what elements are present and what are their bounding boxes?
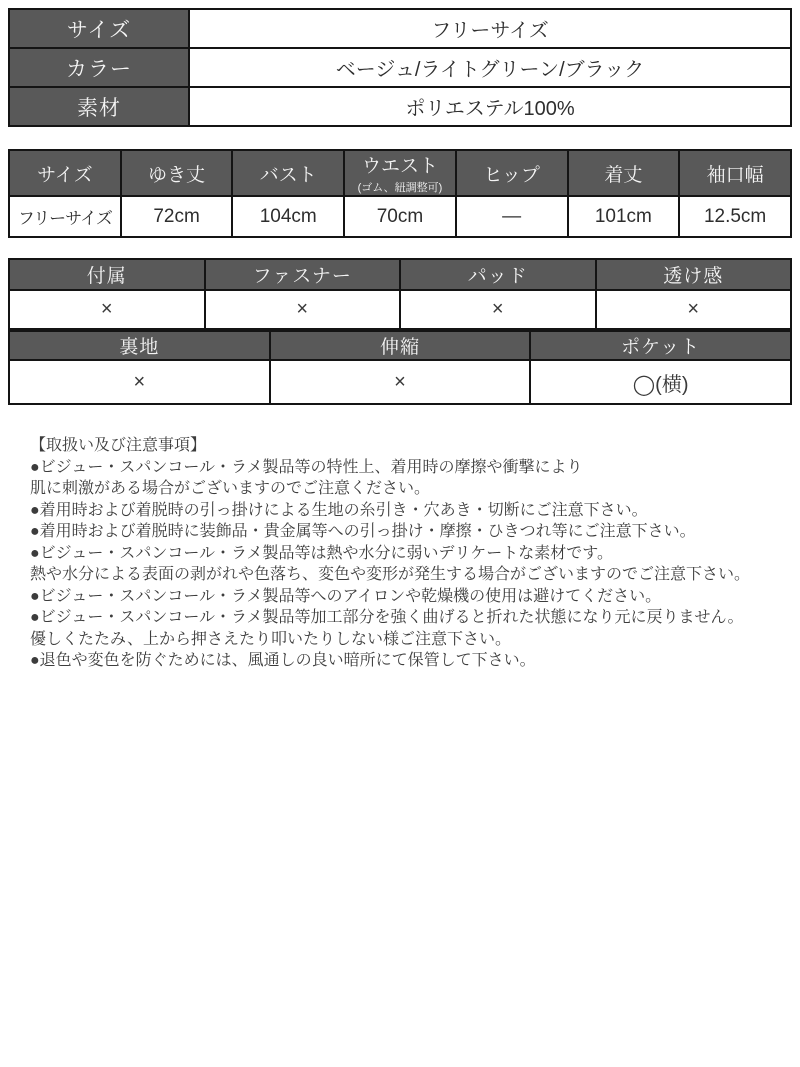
- feat-header-pad: パッド: [400, 259, 596, 290]
- note-line: 熱や水分による表面の剥がれや色落ち、変色や変形が発生する場合がございますのでご注意下さい。: [30, 566, 751, 583]
- feat-value-stretch: ×: [270, 360, 531, 404]
- table-row: [9, 196, 791, 237]
- feature-table-2: [8, 330, 792, 405]
- spec-label-color: カラー: [9, 48, 189, 87]
- spec-value-size: フリーサイズ: [189, 9, 791, 48]
- note-line: 肌に刺激がある場合がございますのでご注意ください。: [30, 480, 431, 497]
- note-line: ●着用時および着脱時に装飾品・貴金属等への引っ掛け・摩擦・ひきつれ等にご注意下さい。: [30, 523, 696, 540]
- meas-header-bust: バスト: [232, 150, 344, 196]
- meas-header-waist: [344, 150, 456, 196]
- meas-value-bust: 104cm: [232, 196, 344, 237]
- feat-value-fastener: ×: [205, 290, 401, 329]
- feat-value-pad: ×: [400, 290, 596, 329]
- meas-value-length: 101cm: [568, 196, 680, 237]
- spec-label-size: サイズ: [9, 9, 189, 48]
- basic-spec-table: [8, 8, 792, 127]
- meas-value-size: フリーサイズ: [9, 196, 121, 237]
- spec-label-material: 素材: [9, 87, 189, 126]
- meas-value-yukitake: 72cm: [121, 196, 233, 237]
- feat-value-accessory: ×: [9, 290, 205, 329]
- table-header-row: [9, 150, 791, 196]
- feat-header-lining: 裏地: [9, 331, 270, 360]
- table-row: [9, 48, 791, 87]
- meas-header-waist-label: ウエスト: [361, 156, 438, 177]
- table-header-row: [9, 259, 791, 290]
- table-row: [9, 87, 791, 126]
- feat-value-lining: ×: [9, 360, 270, 404]
- note-line: ●退色や変色を防ぐためには、風通しの良い暗所にて保管して下さい。: [30, 652, 536, 669]
- note-line: ●ビジュー・スパンコール・ラメ製品等は熱や水分に弱いデリケートな素材です。: [30, 544, 613, 562]
- feat-value-sheerness: ×: [596, 290, 792, 329]
- feature-table-1: [8, 258, 792, 330]
- meas-value-cuff: 12.5cm: [679, 196, 791, 237]
- table-row: [9, 360, 791, 404]
- feat-header-pocket: ポケット: [530, 331, 791, 360]
- note-line: 優しくたたみ、上から押さえたり叩いたりしない様ご注意下さい。: [30, 630, 511, 648]
- feat-header-accessory: 付属: [9, 259, 205, 290]
- table-row: [9, 9, 791, 48]
- table-header-row: [9, 331, 791, 360]
- feat-header-stretch: 伸縮: [270, 331, 531, 360]
- care-notes: [30, 435, 792, 672]
- note-line: ●ビジュー・スパンコール・ラメ製品等へのアイロンや乾燥機の使用は避けてください。: [30, 587, 662, 605]
- meas-header-hip: ヒップ: [456, 150, 568, 196]
- table-row: [9, 290, 791, 329]
- meas-header-yukitake: ゆき丈: [121, 150, 233, 196]
- feat-value-pocket: ◯(横): [530, 360, 791, 404]
- meas-header-waist-sub: (ゴム、紐調整可): [357, 182, 443, 194]
- note-line: ●ビジュー・スパンコール・ラメ製品等の特性上、着用時の摩擦や衝撃により: [30, 458, 583, 476]
- meas-value-waist: 70cm: [344, 196, 456, 237]
- meas-value-hip: —: [456, 196, 568, 237]
- spec-value-color: ベージュ/ライトグリーン/ブラック: [189, 48, 791, 87]
- feat-header-sheerness: 透け感: [596, 259, 792, 290]
- feat-header-fastener: ファスナー: [205, 259, 401, 290]
- care-notes-title: 【取扱い及び注意事項】: [30, 437, 207, 454]
- spec-value-material: ポリエステル100%: [189, 87, 791, 126]
- meas-header-cuff: 袖口幅: [679, 150, 791, 196]
- note-line: ●ビジュー・スパンコール・ラメ製品等加工部分を強く曲げると折れた状態になり元に戻りません。: [30, 609, 744, 626]
- meas-header-size: サイズ: [9, 150, 121, 196]
- meas-header-length: 着丈: [568, 150, 680, 196]
- note-line: ●着用時および着脱時の引っ掛けによる生地の糸引き・穴あき・切断にご注意下さい。: [30, 501, 648, 519]
- measurement-table: [8, 149, 792, 238]
